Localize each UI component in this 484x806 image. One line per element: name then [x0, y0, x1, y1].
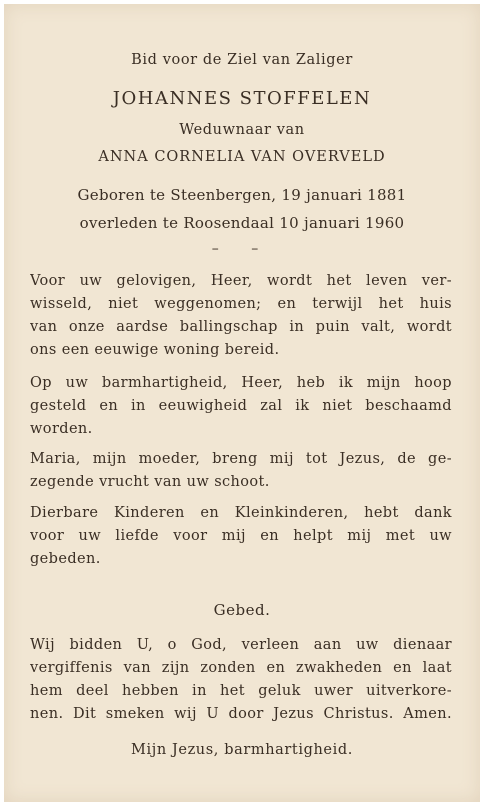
paragraph-line: worden. — [30, 421, 93, 437]
paragraph-line: Dierbare Kinderen en Kleinkinderen, hebt dank — [30, 505, 452, 521]
prayer-line: vergiffenis van zijn zonden en zwakheden en laat — [30, 660, 452, 676]
paragraph-line: van onze aardse ballingschap in puin valt, wordt — [30, 319, 452, 335]
prayer-title: Gebed. — [213, 601, 271, 619]
paragraph-1 — [30, 270, 452, 362]
paragraph-3 — [30, 448, 452, 494]
paragraph-line: gesteld en in eeuwigheid zal ik niet beschaamd — [30, 398, 452, 414]
prayer-line: nen. Dit smeken wij U door Jezus Christus. Amen. — [30, 706, 452, 722]
paragraph-line: zegende vrucht van uw schoot. — [30, 474, 270, 490]
separator-dashes: – – — [211, 241, 273, 257]
deceased-name: JOHANNES STOFFELEN — [112, 88, 372, 109]
prayer-text — [30, 634, 452, 726]
paragraph-line: Voor uw gelovigen, Heer, wordt het leven ver- — [30, 273, 452, 289]
paragraph-line: ons een eeuwige woning bereid. — [30, 342, 280, 358]
birth-line: Geboren te Steenbergen, 19 januari 1881 — [77, 186, 407, 204]
closing-invocation: Mijn Jezus, barmhartigheid. — [131, 742, 353, 758]
paragraph-line: Op uw barmhartigheid, Heer, heb ik mijn hoop — [30, 375, 452, 391]
paragraph-line: gebeden. — [30, 551, 101, 567]
prayer-intro: Bid voor de Ziel van Zaliger — [131, 52, 353, 68]
memorial-card — [4, 4, 480, 802]
relation-label: Weduwnaar van — [179, 122, 305, 138]
spouse-name: ANNA CORNELIA VAN OVERVELD — [98, 149, 386, 165]
prayer-line: Wij bidden U, o God, verleen aan uw dienaar — [30, 637, 452, 653]
paragraph-4 — [30, 502, 452, 571]
paragraph-2 — [30, 372, 452, 441]
paragraph-line: wisseld, niet weggenomen; en terwijl het huis — [30, 296, 452, 312]
prayer-line: hem deel hebben in het geluk uwer uitverkore- — [30, 683, 452, 699]
paragraph-line: Maria, mijn moeder, breng mij tot Jezus, de ge- — [30, 451, 452, 467]
death-line: overleden te Roosendaal 10 januari 1960 — [79, 214, 405, 232]
paragraph-line: voor uw liefde voor mij en helpt mij met uw — [30, 528, 452, 544]
